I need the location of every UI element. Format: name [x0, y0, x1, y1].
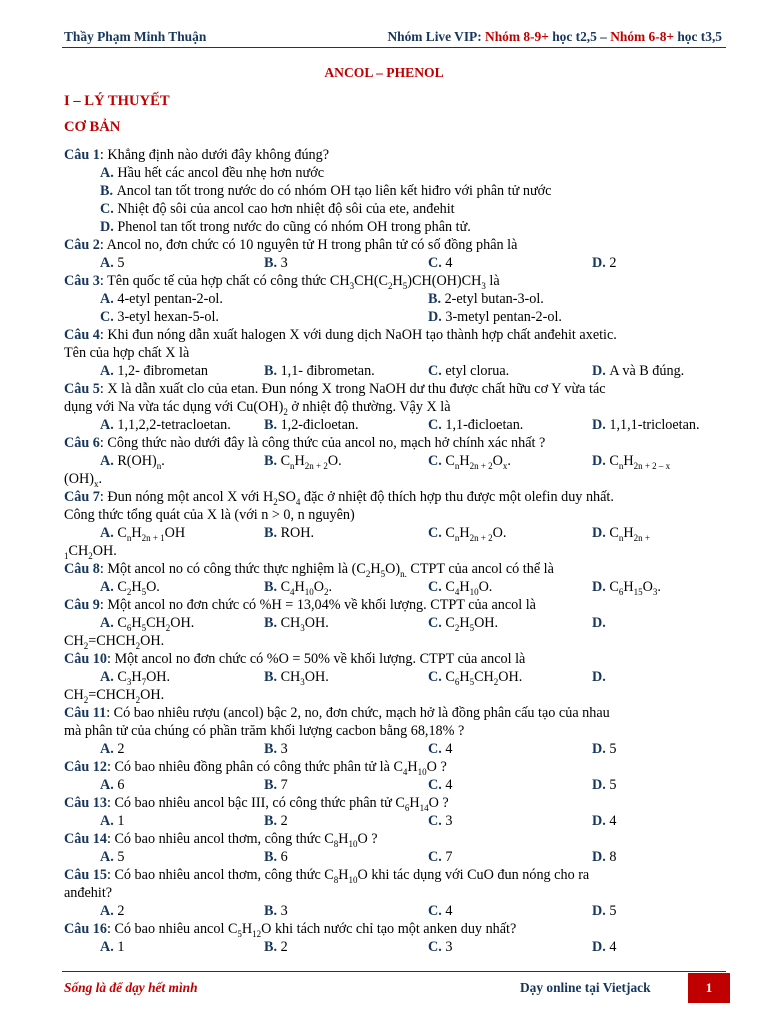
footer-divider	[62, 971, 726, 972]
group-info: Nhóm Live VIP: Nhóm 8-9+ học t2,5 – Nhóm 6-8+ học t3,5	[387, 29, 722, 44]
footer-slogan: Sống là để dạy hết mình	[64, 980, 198, 995]
question-13: Câu 13: Có bao nhiêu ancol bậc III, có công thức phân tử $C_6H_{14}O$ ?	[64, 795, 449, 813]
question-3: Câu 3: Tên quốc tế của hợp chất có công thức $CH_3CH(C_2H_5)CH(OH)CH_3$ là	[64, 273, 500, 291]
options-row: A. 1,2- đibrometan B. 1,1- đibrometan. C. etyl clorua. D. A và B đúng.	[100, 363, 685, 379]
option: B. Ancol tan tốt trong nước do có nhóm OH tạo liên kết hiđro với phân tử nước	[100, 183, 552, 199]
question-5: Câu 5: X là dẫn xuất clo của etan. Đun nóng X trong NaOH dư thu được chất hữu cơ Y vừa tác	[64, 381, 606, 397]
options-row: A. $C_3H_7OH$. B. $CH_3OH$. C. $C_6H_5CH_2OH$. D.	[100, 669, 606, 687]
question-list: Câu 1: Khẳng định nào dưới đây không đúng? A. Hầu hết các ancol đều nhẹ hơn nước B. Ancol tan tốt trong nước do có nhóm OH tạo liên kết hiđro với phân tử nước C. Nhiệt độ sôi của ancol cao hơn nhiệt độ sôi của ete, anđehit D. Phenol tan tốt trong nước do cũng có nhóm OH trong phân tử. Câu 2: Ancol no, đơn chức có 10 nguyên tử H trong phân tử có số đồng phân là A. 5 B. 3 C. 4 D. 2 Câu 3: Tên quốc tế của hợp chất có công thức $CH_3CH(C_2H_5)CH(OH)CH_3$ là A. 4-etyl pentan-2-ol. B. 2-etyl butan-3-ol. C. 3-etyl hexan-5-ol. D. 3-metyl pentan-2-ol. Câu 4: Khi đun nóng dẫn xuất halogen X với dung dịch NaOH tạo thành hợp chất anđehit axetic. Tên của hợp chất X là A. 1,2- đibrometan B. 1,1- đibrometan. C. etyl clorua. D. A và B đúng. Câu 5: X là dẫn xuất clo của etan. Đun nóng X trong NaOH dư thu được chất hữu cơ Y vừa tác dụng với Na vừa tác dụng với $Cu(OH)_2$ ở nhiệt độ thường. Vậy X là A. 1,1,2,2-tetracloetan. B. 1,2-đicloetan. C. 1,1-đicloetan. D. 1,1,1-tricloetan. Câu 6: Công thức nào dưới đây là công thức của ancol no, mạch hở chính xác nhất ? A. $R(OH)_n$. B. $C_nH_{2n + 2}O$. C. $C_nH_{2n + 2}O_x$. D. $C_nH_{2n + 2 - x}$ $(OH)_x$. Câu 7: Đun nóng một ancol X với $H_2SO_4$ đặc ở nhiệt độ thích hợp thu được một olefin duy nhất. Công thức tổng quát của X là (với n > 0, n nguyên) A. $C_nH_{2n + 1}OH$ B. ROH. C. $C_nH_{2n + 2}O$. D. $C_nH_{2n +}$ $_1CH_2OH$. Câu 8: Một ancol no có công thức thực nghiệm là $(C_2H_5O)_{n.}$ CTPT của ancol có thể là A. $C_2H_5O$. B. $C_4H_{10}O_2$. C. $C_4H_{10}O$. D. $C_6H_{15}O_3$. Câu 9: Một ancol no đơn chức có %H = 13,04% về khối lượng. CTPT của ancol là A. $C_6H_5CH_2OH$. B. $CH_3OH$. C. $C_2H_5OH$. D. $CH_2=CHCH_2OH$. Câu 10: Một ancol no đơn chức có %O = 50% về khối lượng. CTPT của ancol là A. $C_3H_7OH$. B. $CH_3OH$. C. $C_6H_5CH_2OH$. D. $CH_2=CHCH_2OH$. Câu 11: Có bao nhiêu rượu (ancol) bậc 2, no, đơn chức, mạch hở là đồng phân cấu tạo của nhau mà phân tử của chúng có phần trăm khối lượng cacbon bằng 68,18% ? A. 2 B. 3 C. 4 D. 5 Câu 12: Có bao nhiêu đồng phân có công thức phân tử là $C_4H_{10}O$ ? A. 6 B. 7 C. 4 D. 5 Câu 13: Có bao nhiêu ancol bậc III, có công thức phân tử $C_6H_{14}O$ ? A. 1 B. 2 C. 3 D. 4 Câu 14: Có bao nhiêu ancol thơm, công thức $C_8H_{10}O$ ? A. 5 B. 6 C. 7 D. 8 Câu 15: Có bao nhiêu ancol thơm, công thức $C_8H_{10}O$ khi tác dụng với CuO đun nóng cho ra anđehit? A. 2 B. 3 C. 4 D. 5 Câu 16: Có bao nhiêu ancol $C_5H_{12}O$ khi tách nước chỉ tạo một anken duy nhất? A. 1 B. 2 C. 3 D. 4	[64, 146, 744, 956]
page-title: ANCOL – PHENOL	[324, 65, 444, 80]
options-row: C. 3-etyl hexan-5-ol. D. 3-metyl pentan-2-ol.	[100, 309, 562, 325]
question-8: Câu 8: Một ancol no có công thức thực nghiệm là $(C_2H_5O)_{n.}$ CTPT của ancol có thể là	[64, 561, 554, 579]
subsection-heading: CƠ BẢN	[64, 119, 121, 135]
options-row: A. $C_6H_5CH_2OH$. B. $CH_3OH$. C. $C_2H_5OH$. D.	[100, 615, 606, 633]
question-7: Câu 7: Đun nóng một ancol X với $H_2SO_4$ đặc ở nhiệt độ thích hợp thu được một olefin duy nhất.	[64, 489, 614, 507]
question-6: Câu 6: Công thức nào dưới đây là công thức của ancol no, mạch hở chính xác nhất ?	[64, 435, 546, 451]
options-row: A. 4-etyl pentan-2-ol. B. 2-etyl butan-3-ol.	[100, 291, 544, 307]
question-11: Câu 11: Có bao nhiêu rượu (ancol) bậc 2, no, đơn chức, mạch hở là đồng phân cấu tạo của nhau	[64, 705, 610, 721]
question-10: Câu 10: Một ancol no đơn chức có %O = 50% về khối lượng. CTPT của ancol là	[64, 651, 526, 667]
options-row: A. 5 B. 3 C. 4 D. 2	[100, 255, 617, 271]
options-row: A. 6 B. 7 C. 4 D. 5	[100, 777, 617, 793]
option: A. Hầu hết các ancol đều nhẹ hơn nước	[100, 165, 324, 181]
options-row: A. 1 B. 2 C. 3 D. 4	[100, 813, 617, 829]
options-row: A. 2 B. 3 C. 4 D. 5	[100, 903, 617, 919]
question-15: Câu 15: Có bao nhiêu ancol thơm, công thức $C_8H_{10}O$ khi tác dụng với CuO đun nóng cho ra	[64, 867, 590, 885]
section-heading: I – LÝ THUYẾT	[64, 93, 170, 109]
page-number: 1	[688, 973, 730, 1003]
question-4: Câu 4: Khi đun nóng dẫn xuất halogen X với dung dịch NaOH tạo thành hợp chất anđehit axetic.	[64, 327, 617, 343]
question-16: Câu 16: Có bao nhiêu ancol $C_5H_{12}O$ khi tách nước chỉ tạo một anken duy nhất?	[64, 921, 517, 939]
page-header	[64, 26, 722, 48]
options-row: A. 1 B. 2 C. 3 D. 4	[100, 939, 617, 955]
option: D. Phenol tan tốt trong nước do cũng có nhóm OH trong phân tử.	[100, 219, 471, 235]
options-row: A. 1,1,2,2-tetracloetan. B. 1,2-đicloetan. C. 1,1-đicloetan. D. 1,1,1-tricloetan.	[100, 417, 700, 433]
options-row: A. 5 B. 6 C. 7 D. 8	[100, 849, 617, 865]
question-9: Câu 9: Một ancol no đơn chức có %H = 13,04% về khối lượng. CTPT của ancol là	[64, 597, 536, 613]
option: C. Nhiệt độ sôi của ancol cao hơn nhiệt độ sôi của ete, anđehit	[100, 201, 455, 217]
question-12: Câu 12: Có bao nhiêu đồng phân có công thức phân tử là $C_4H_{10}O$ ?	[64, 759, 447, 777]
author-name: Thầy Phạm Minh Thuận	[64, 29, 207, 44]
header-divider	[62, 47, 726, 48]
options-row: A. $C_2H_5O$. B. $C_4H_{10}O_2$. C. $C_4H_{10}O$. D. $C_6H_{15}O_3$.	[100, 579, 661, 597]
options-row: A. 2 B. 3 C. 4 D. 5	[100, 741, 617, 757]
question-2: Câu 2: Ancol no, đơn chức có 10 nguyên tử H trong phân tử có số đồng phân là	[64, 237, 518, 253]
question-14: Câu 14: Có bao nhiêu ancol thơm, công thức $C_8H_{10}O$ ?	[64, 831, 378, 849]
options-row: A. $R(OH)_n$. B. $C_nH_{2n + 2}O$. C. $C_nH_{2n + 2}O_x$. D. $C_nH_{2n + 2 - x}$	[100, 453, 671, 471]
question-1: Câu 1: Khẳng định nào dưới đây không đúng?	[64, 147, 330, 163]
footer-link[interactable]: Dạy online tại Vietjack	[520, 980, 651, 995]
options-row: A. $C_nH_{2n + 1}OH$ B. ROH. C. $C_nH_{2n + 2}O$. D. $C_nH_{2n +}$	[100, 525, 650, 543]
